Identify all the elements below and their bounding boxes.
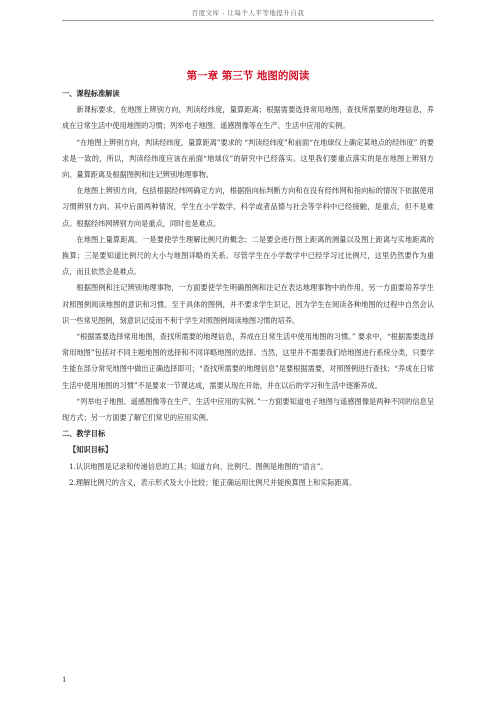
page-number: 1 bbox=[62, 676, 67, 684]
document-title: 第一章 第三节 地图的阅读 bbox=[186, 70, 310, 82]
paragraph: 在地图上量算距离，一是要使学生理解比例尺的概念；二是要会进行图上距离的测量以及图上距离与实地距离的换算；三是要知道比例尺的大小与地图详略的关系。尽管学生在小学数学中已经学习过比例尺，这里仍然要作为重点，而且依然会是难点。 bbox=[62, 234, 434, 277]
paragraph: 根据图例和注记辨别地理事物，一方面要使学生明确图例和注记在表达地理事物中的作用，另一方面要培养学生对照图例阅读地图的意识和习惯。至于具体的图例，并不要求学生识记，因为学生在阅读各种地图的过程中自然会认识一些常见图例，刻意识记反而不利于学生对照图例阅读地图习惯的培养。 bbox=[62, 283, 434, 325]
knowledge-objectives-heading: 【知识目标】 bbox=[69, 445, 113, 455]
section-heading-objectives: 二、教学目标 bbox=[62, 429, 106, 439]
list-item: 1.认识地图是记录和传递信息的工具；知道方向、比例尺、图例是地图的“语言”。 bbox=[69, 461, 328, 471]
paragraph: “列举电子地图、遥感图像等在生产、生活中应用的实例。”一方面要知道电子地图与遥感图像是两种不同的信息呈现方式；另一方面要了解它们常见的应用实例。 bbox=[62, 396, 434, 423]
section-heading-curriculum: 一、课程标准解读 bbox=[62, 89, 120, 98]
document-body bbox=[62, 86, 434, 491]
list-item: 2.理解比例尺的含义，表示形式及大小比较；能正确运用比例尺并能换算图上和实际距离。 bbox=[69, 477, 357, 487]
paragraph: “在地图上辨别方向，判读经纬度，量算距离”要求的 “判读经纬度”和前面“在地球仪上确定某地点的经纬度” 的要求是一致的，所以，判读经纬度应该在前面“地球仪”的研究中已经落实。这里我们要重点落实的是在地图上辨别方向、量算距离及根据图例和注记辨别地理事物。 bbox=[62, 137, 434, 180]
paragraph: 新课标要求，在地图上辨别方向，判读经纬度，量算距离；根据需要选择常用地图，查找所需要的地理信息，养成在日常生活中使用地图的习惯；列举电子地图、遥感图像等在生产、生活中应用的实例。 bbox=[62, 105, 434, 131]
paragraph: 在地图上辨别方向，包括根据经纬网确定方向，根据指向标判断方向和在没有经纬网和指向标的情况下依据使用习惯辨别方向。其中后面两种情况，学生在小学数学、科学或者品德与社会等学科中已经接触，是重点，但不是难点。根据经纬网辨别方向是重点，同时也是难点。 bbox=[62, 186, 434, 228]
paragraph: “根据需要选择常用地图，查找所需要的地理信息，养成在日常生活中使用地图的习惯。” 要求中，“根据需要选择常用地图”包括对不同主题地图的选择和不同详略地图的选择。当然，这里并不需要我们给地图进行系统分类，只要学生能在部分常见地图中做出正确选择即可；“查找所需要的地理信息”是要根据需要，对照图例进行查找；“养成在日常生活中使用地图的习惯”不是要求一节课达成，需要从现在开始，并在以后的学习和生活中逐渐养成。 bbox=[62, 332, 434, 390]
page-header: 百度文库 - 让每个人平等地提升自我 bbox=[191, 9, 305, 17]
header-divider bbox=[62, 20, 434, 21]
